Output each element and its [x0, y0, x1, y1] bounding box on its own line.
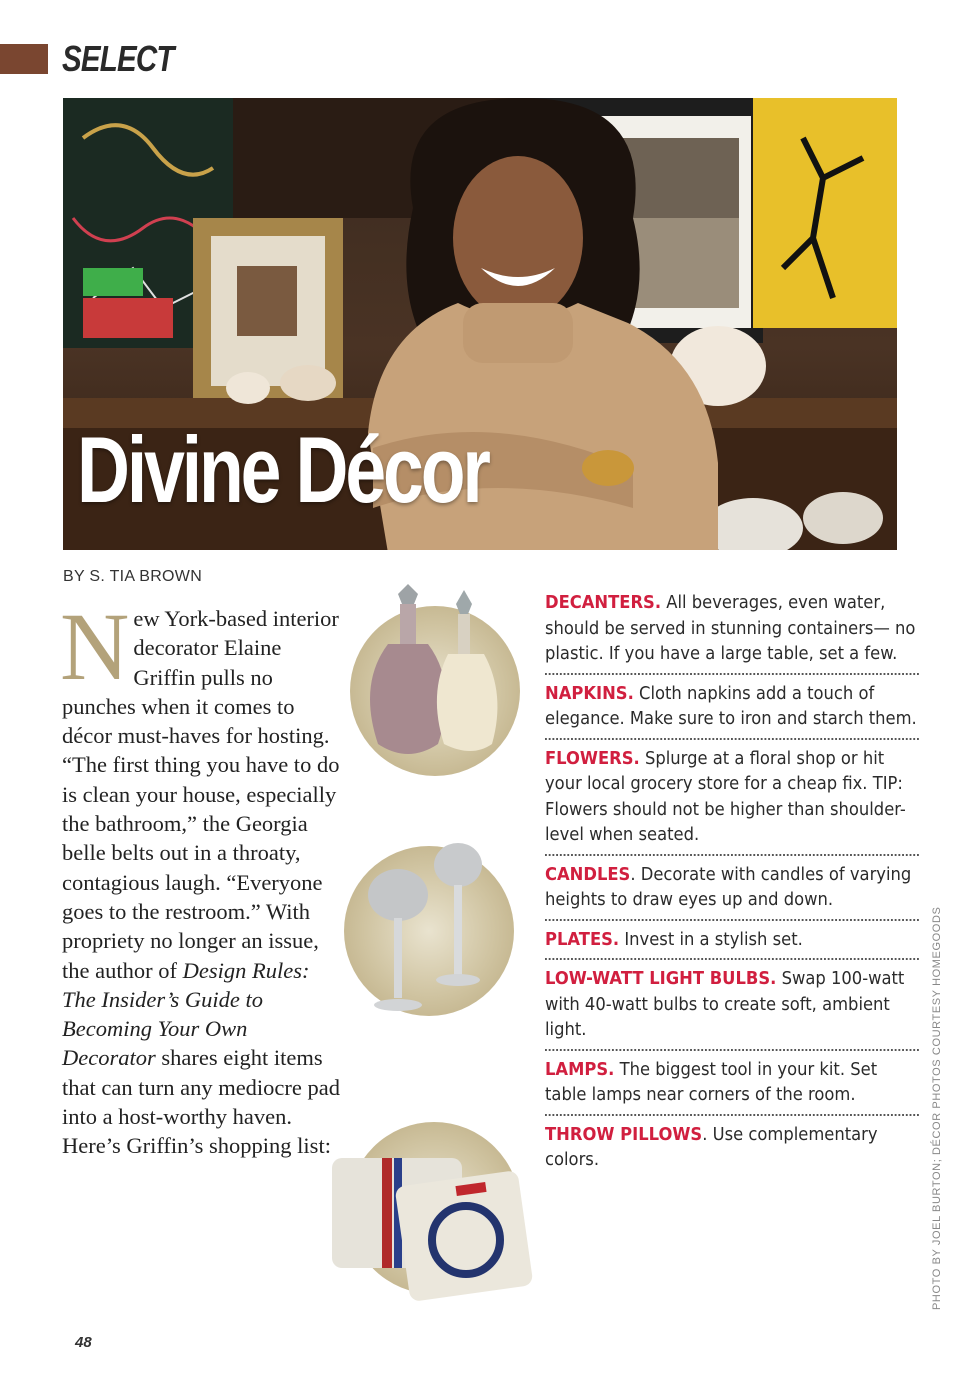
list-item-head: LAMPS.	[545, 1059, 615, 1080]
book-title: Design Rules: The Insider’s Guide to Becoming Your Own Decorator	[62, 957, 310, 1071]
article-body	[60, 593, 344, 1161]
decanters-image	[338, 584, 528, 784]
list-item-candles	[545, 862, 919, 921]
list-item-text: Cloth napkins add a touch of elegance. Make sure to iron and starch them.	[545, 683, 917, 729]
section-label: SELECT	[62, 38, 174, 79]
photo-credit: PHOTO BY JOEL BURTON; DÉCOR PHOTOS COURTESY HOMEGOODS	[931, 906, 943, 1310]
body-intro: ew York-based interior decorator Elaine Griffin pulls no punches when it comes to décor must-haves for hosting. “The first thing you have to do is clean your house, especially the bathroom,” the Georgia belle belts out in a throaty, contagious laugh. “Everyone goes to the restroom.” With propriety no longer an issue, the author of	[62, 606, 340, 983]
list-item-throw-pillows	[545, 1122, 919, 1179]
list-item-text: The biggest tool in your kit. Set table lamps near corners of the room.	[545, 1059, 878, 1105]
list-item-lamps	[545, 1057, 919, 1116]
body-outro: shares eight items that can turn any mediocre pad into a host-worthy haven. Here’s Griffin’s shopping list:	[62, 1045, 341, 1159]
pillows-image	[328, 1118, 538, 1308]
shopping-list	[545, 590, 920, 1185]
list-item-text: Splurge at a floral shop or hit your local grocery store for a cheap fix. TIP: Flowers should not be higher than shoulder-level when seated.	[545, 748, 906, 845]
hero-photo	[63, 98, 897, 550]
list-item-head: LOW-WATT LIGHT BULBS.	[545, 969, 777, 989]
list-item-head: PLATES.	[545, 929, 620, 950]
list-item-flowers	[545, 746, 919, 856]
list-item-text: All beverages, even water, should be served in stunning containers— no plastic. If you have a large table, set a few.	[545, 593, 916, 664]
list-item-light-bulbs	[545, 966, 919, 1051]
list-item-head: CANDLES	[545, 864, 631, 885]
list-item-plates	[545, 927, 919, 961]
drop-cap: N	[60, 593, 130, 700]
list-item-decanters	[545, 590, 919, 675]
list-item-text: Invest in a stylish set.	[619, 929, 803, 950]
list-item-head: NAPKINS.	[545, 683, 634, 704]
candles-image	[328, 830, 528, 1030]
list-item-head: FLOWERS.	[545, 748, 640, 769]
list-item-head: THROW PILLOWS	[545, 1124, 703, 1145]
byline: BY S. TIA BROWN	[63, 568, 203, 585]
list-item-napkins	[545, 681, 919, 740]
list-item-head: DECANTERS.	[545, 593, 662, 613]
list-item-text: . Decorate with candles of varying heights to draw eyes up and down.	[545, 864, 912, 910]
section-bar	[0, 44, 48, 74]
headline: Divine Décor	[77, 417, 488, 522]
list-item-text: . Use complementary colors.	[545, 1124, 878, 1170]
page-number: 48	[75, 1334, 92, 1351]
list-item-text: Swap 100-watt with 40-watt bulbs to create soft, ambient light.	[545, 969, 905, 1040]
